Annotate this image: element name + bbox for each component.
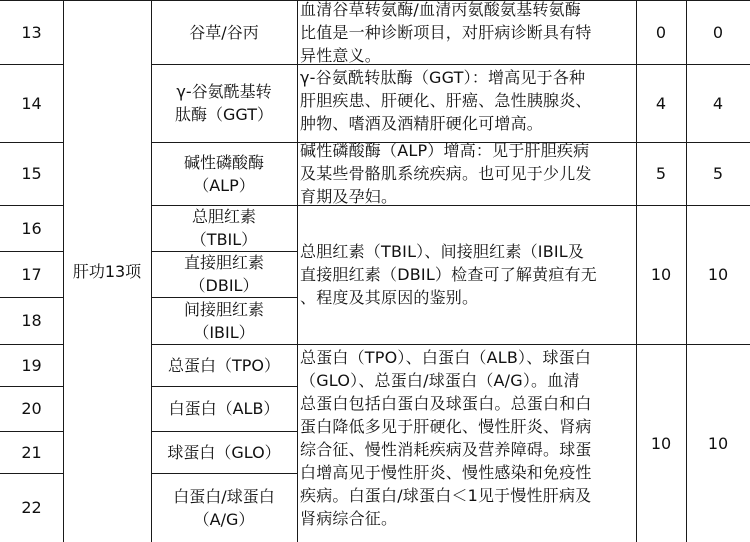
value-b: 0 bbox=[712, 22, 724, 42]
row-number: 17 bbox=[21, 264, 42, 284]
row-number: 22 bbox=[21, 498, 42, 517]
item-name: 总蛋白（TPO） bbox=[167, 355, 281, 375]
row-number: 19 bbox=[21, 355, 42, 375]
value-a: 0 bbox=[655, 22, 667, 42]
item-description: γ-谷氨酰转肽酶（GGT）：增高见于各种 肝胆疾患、肝硬化、肝癌、急性胰腺炎、 肿物、嗜酒及酒精肝硬化可增高。 bbox=[300, 68, 592, 133]
item-name: 谷草/谷丙 bbox=[189, 22, 259, 42]
item-name: 白蛋白（ALB） bbox=[168, 399, 280, 418]
item-name: γ-谷氨酰基转 肽酶（GGT） bbox=[174, 82, 273, 124]
row-number: 21 bbox=[21, 442, 42, 462]
item-name: 白蛋白/球蛋白 （A/G） bbox=[173, 486, 275, 529]
value-a: 5 bbox=[655, 164, 667, 183]
bilirubin-description: 总胆红素（TBIL）、间接胆红素（IBIL及 直接胆红素（DBIL）检查可了解黄疸有无 、程度及其原因的鉴别。 bbox=[300, 242, 597, 307]
item-name: 碱性磷酸酶 （ALP） bbox=[183, 152, 264, 195]
row-number: 13 bbox=[21, 22, 42, 42]
value-b: 5 bbox=[712, 164, 724, 183]
value-a: 10 bbox=[650, 433, 672, 453]
row-number: 16 bbox=[21, 218, 42, 238]
item-name: 球蛋白（GLO） bbox=[167, 442, 281, 462]
value-b: 4 bbox=[712, 93, 724, 113]
row-number: 18 bbox=[21, 311, 42, 330]
item-name: 直接胆红素 （DBIL） bbox=[183, 253, 264, 295]
row-number: 20 bbox=[21, 399, 42, 418]
row-number: 15 bbox=[21, 164, 42, 183]
value-b: 10 bbox=[707, 265, 729, 284]
item-name: 间接胆红素 （IBIL） bbox=[183, 299, 264, 342]
item-description: 血清谷草转氨酶/血清丙氨酸氨基转氨酶 比值是一种诊断项目，对肝病诊断具有特 异性意义。 bbox=[300, 0, 592, 65]
row-number: 14 bbox=[21, 93, 42, 113]
item-name: 总胆红素 （TBIL） bbox=[190, 207, 258, 249]
value-b: 10 bbox=[707, 433, 729, 453]
column-border bbox=[297, 0, 298, 542]
item-description: 碱性磷酸酶（ALP）增高：见于肝胆疾病 及某些骨骼肌系统疾病。也可见于少儿发 育期及孕妇。 bbox=[300, 141, 592, 206]
group-label: 肝功13项 bbox=[72, 261, 142, 281]
protein-description: 总蛋白（TPO）、白蛋白（ALB）、球蛋白 （GLO）、总蛋白/球蛋白（A/G）。血清 总蛋白包括白蛋白及球蛋白。总蛋白和白 蛋白降低多见于肝硬化、慢性肝炎、肾病 综合征、慢性消耗疾病及营养障碍。球蛋 白增高见于慢性肝炎、慢性感染和免疫性 疾病。白蛋白/球蛋白＜1见于慢性肝病及 肾病综合征。 bbox=[300, 348, 592, 528]
value-a: 10 bbox=[650, 265, 672, 284]
value-a: 4 bbox=[655, 93, 667, 113]
